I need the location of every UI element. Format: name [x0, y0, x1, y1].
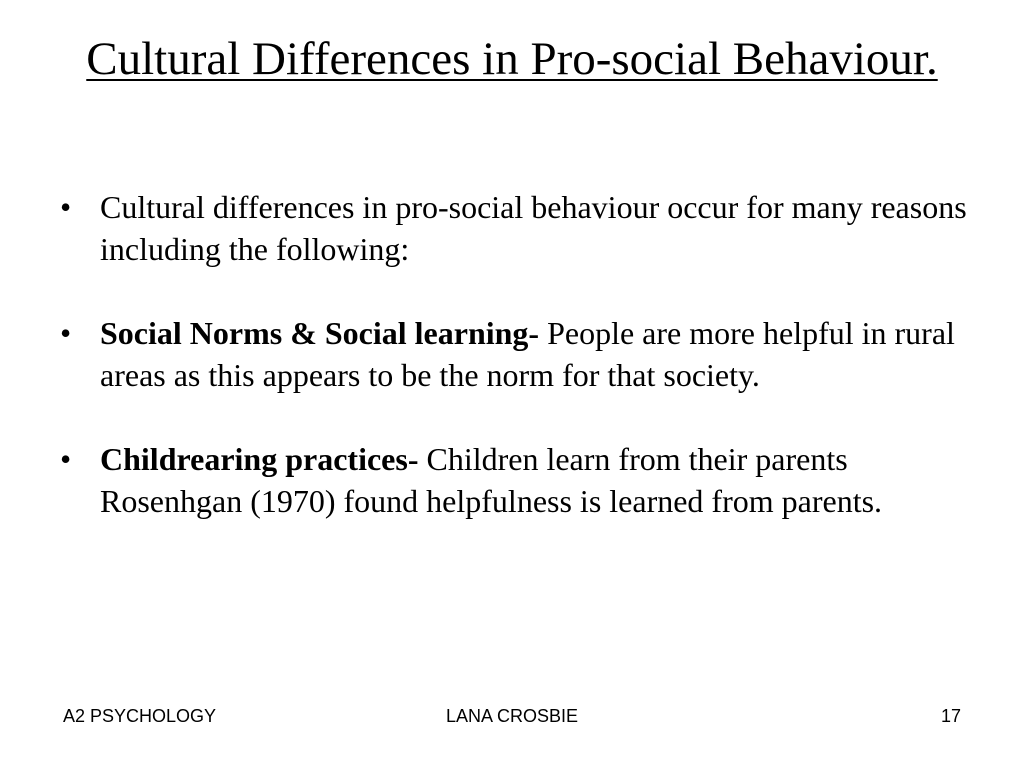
bullet-icon: • — [60, 315, 72, 351]
bullet-text: Children learn from their parents Rosenhgan (1970) found helpfulness is learned from parents. — [100, 441, 883, 519]
bullet-list — [58, 186, 968, 522]
slide-number: 17 — [940, 706, 961, 726]
bullet-icon: • — [60, 189, 72, 225]
bullet-text: Cultural differences in pro-social behaviour occur for many reasons including the following: — [100, 189, 967, 267]
footer-author: LANA CROSBIE — [445, 706, 579, 726]
bullet-text: People are more helpful in rural areas as this appears to be the norm for that society. — [100, 315, 955, 393]
bullet-bold-text: Childrearing practices- — [100, 441, 419, 477]
bullet-item — [58, 438, 968, 522]
bullet-bold-text: Social Norms & Social learning- — [100, 315, 540, 351]
bullet-item — [58, 312, 968, 396]
slide-title: Cultural Differences in Pro-social Behaviour. — [86, 33, 938, 85]
bullet-item — [58, 186, 968, 270]
bullet-icon: • — [60, 441, 72, 477]
footer-course: A2 PSYCHOLOGY — [63, 706, 217, 726]
